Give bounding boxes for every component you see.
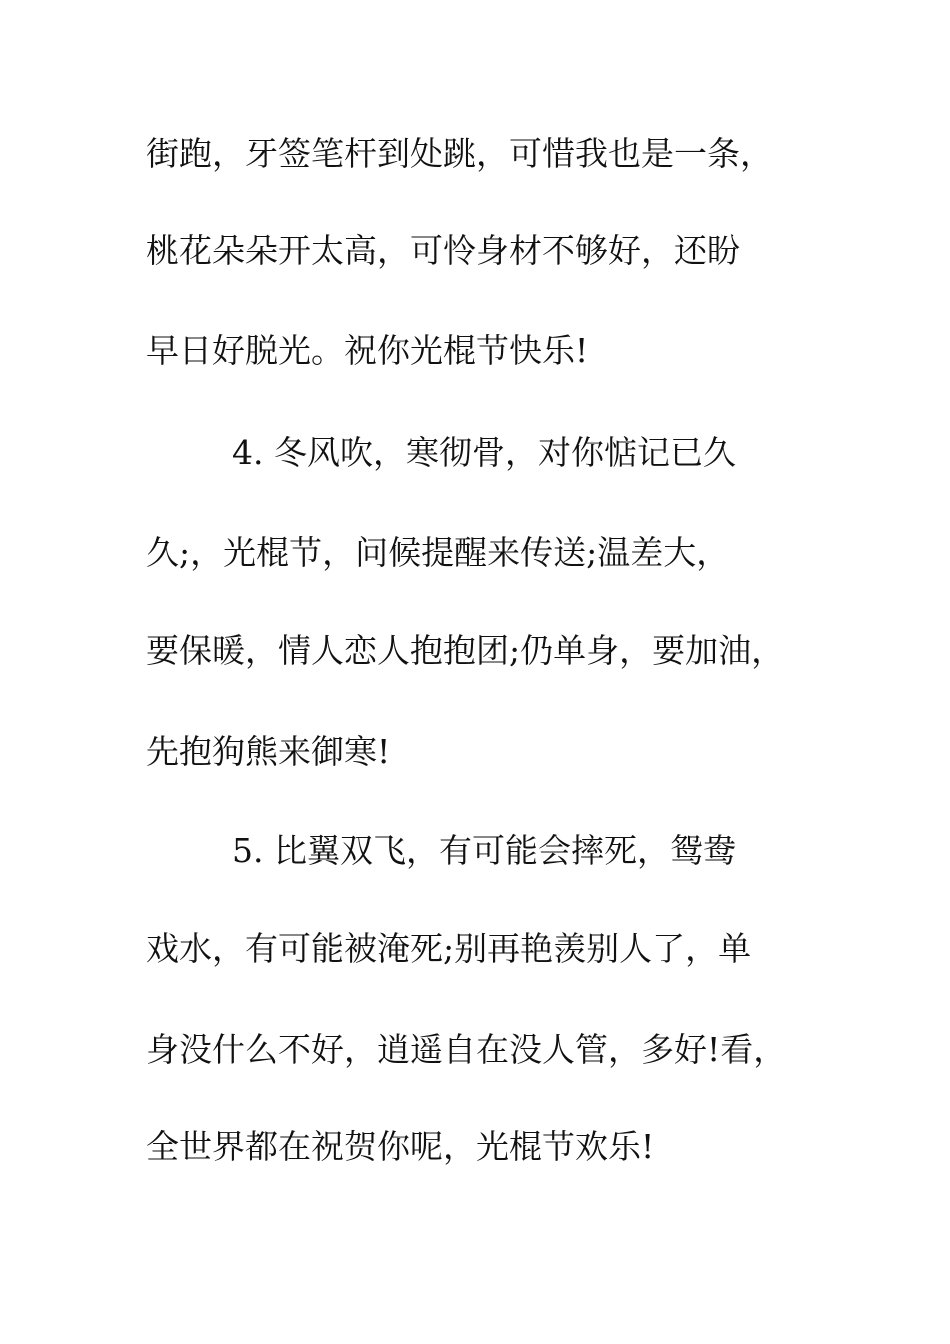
- text-line: 早日好脱光。祝你光棍节快乐!: [146, 331, 589, 370]
- text-line: 桃花朵朵开太高，可怜身材不够好，还盼: [146, 231, 740, 270]
- list-item-number-5: 5. 比翼双飞，有可能会摔死，鸳鸯: [232, 831, 736, 870]
- list-item-number-4: 4. 冬风吹，寒彻骨，对你惦记已久: [232, 433, 736, 472]
- text-line: 戏水，有可能被淹死;别再艳羡别人了，单: [146, 929, 752, 968]
- text-line: 全世界都在祝贺你呢，光棍节欢乐!: [146, 1127, 655, 1166]
- text-line: 先抱狗熊来御寒!: [146, 732, 391, 771]
- text-line: 身没什么不好，逍遥自在没人管，多好!看，: [146, 1030, 787, 1069]
- text-line: 街跑，牙签笔杆到处跳，可惜我也是一条，: [146, 134, 773, 173]
- text-line: 要保暖，情人恋人抱抱团;仍单身，要加油，: [146, 631, 785, 670]
- text-line: 久;，光棍节，问候提醒来传送;温差大，: [146, 533, 730, 572]
